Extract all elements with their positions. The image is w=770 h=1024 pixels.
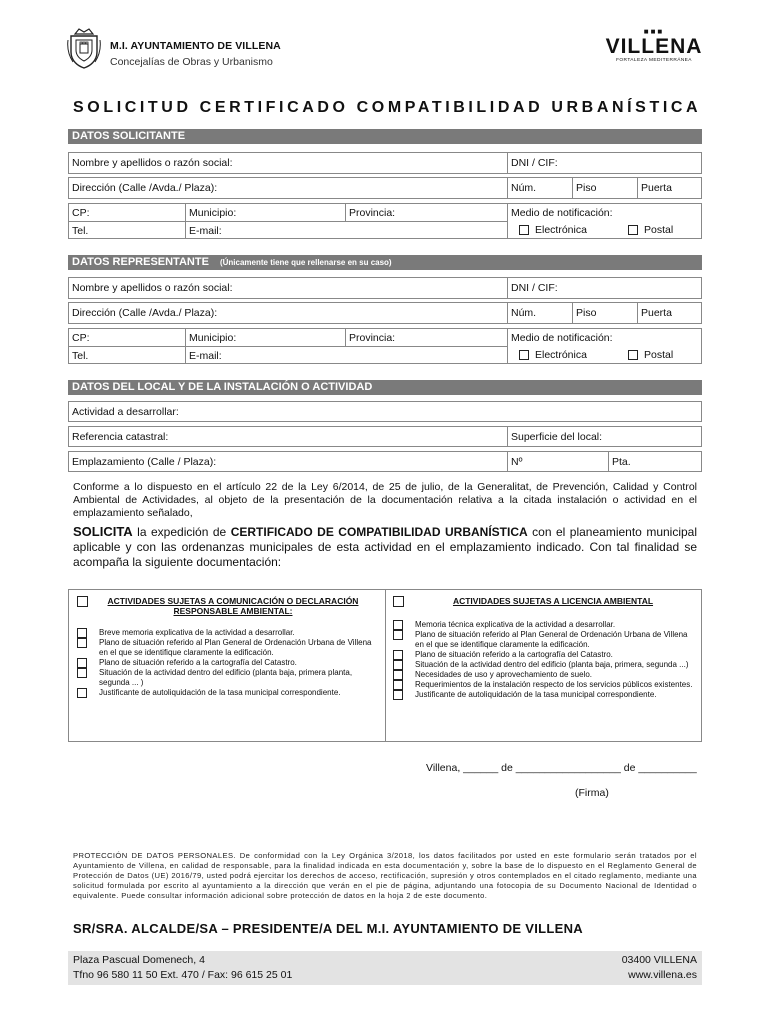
row-actividad (68, 401, 702, 422)
doc-label: Memoria técnica explicativa de la actividad a desarrollar. (415, 620, 616, 629)
list-item (77, 628, 377, 638)
row-contacto-representante (68, 328, 702, 364)
list-item (77, 668, 377, 688)
doc-checkbox[interactable] (77, 658, 87, 668)
addressee: SR/SRA. ALCALDE/SA – PRESIDENTE/A DEL M.I. AYUNTAMIENTO DE VILLENA (73, 921, 583, 936)
footer-postcode: 03400 VILLENA (621, 954, 697, 966)
list-item (393, 670, 697, 680)
electronica-label: Electrónica (535, 349, 587, 361)
date-line[interactable]: Villena, ______ de __________________ de __________ (426, 762, 697, 774)
electronica-checkbox[interactable] (519, 225, 529, 235)
doc-checkbox[interactable] (393, 630, 403, 640)
solicita-part1: la expedición de (132, 525, 231, 539)
emplazamiento-field[interactable]: Emplazamiento (Calle / Plaza): (72, 455, 217, 468)
section-header-solicitante (68, 129, 702, 144)
puerta-field[interactable]: Puerta (641, 307, 672, 319)
electronica-label: Electrónica (535, 224, 587, 236)
doc-checkbox[interactable] (393, 670, 403, 680)
coat-of-arms-icon (67, 26, 101, 70)
doc-checkbox[interactable] (393, 620, 403, 630)
list-item (77, 688, 377, 698)
row-emplazamiento (68, 451, 702, 472)
email-field[interactable]: E-mail: (189, 224, 222, 237)
nombre-field[interactable]: Nombre y apellidos o razón social: (72, 282, 233, 294)
doc-checkbox[interactable] (393, 690, 403, 700)
list-item (393, 630, 697, 650)
licencia-heading: ACTIVIDADES SUJETAS A LICENCIA AMBIENTAL (452, 596, 654, 606)
comunicacion-checkbox[interactable] (77, 596, 88, 607)
piso-field[interactable]: Piso (576, 307, 597, 319)
doc-checkbox[interactable] (77, 688, 87, 698)
solicita-part2: con el planeamiento municipal aplicable y con las ordenanzas municipales de esta actividad en el emplazamiento indicado. Con tal finalidad se acompaña la siguiente documentación: (73, 525, 698, 569)
puerta-field[interactable]: Puerta (641, 182, 672, 194)
postal-label: Postal (644, 224, 674, 236)
pta-field[interactable]: Pta. (612, 455, 631, 468)
nombre-field[interactable]: Nombre y apellidos o razón social: (72, 157, 233, 169)
section-title: DATOS SOLICITANTE (72, 130, 186, 142)
comunicacion-heading: ACTIVIDADES SUJETAS A COMUNICACIÓN O DECLARACIÓN RESPONSABLE AMBIENTAL: (107, 596, 359, 616)
section-title: DATOS DEL LOCAL Y DE LA INSTALACIÓN O ACTIVIDAD (72, 381, 373, 393)
electronica-option[interactable] (516, 346, 587, 364)
list-item (77, 638, 377, 658)
licencia-checkbox[interactable] (393, 596, 404, 607)
doc-label: Situación de la actividad dentro del edificio (planta baja, primera planta, segunda ... ) (99, 668, 353, 687)
solicita-bold: CERTIFICADO DE COMPATIBILIDAD URBANÍSTICA (230, 525, 528, 539)
dni-field[interactable]: DNI / CIF: (511, 282, 558, 294)
org-title: M.I. AYUNTAMIENTO DE VILLENA (110, 40, 281, 52)
municipio-field[interactable]: Municipio: (189, 206, 237, 219)
row-nombre-solicitante (68, 152, 702, 174)
solicita-paragraph (73, 524, 697, 570)
conforme-paragraph: Conforme a lo dispuesto en el artículo 22 de la Ley 6/2014, de 25 de julio, de la Generalitat, de Prevención, Calidad y Control Ambiental de Actividades, al objeto de la presentación de la documentación relativa a la citada instalación o actividad en el emplazamiento señalado, (73, 481, 697, 519)
num-field[interactable]: Núm. (511, 307, 537, 319)
medio-notificacion-label: Medio de notificación: (511, 331, 613, 344)
doc-label: Situación de la actividad dentro del edificio (planta baja, primera, segunda ...) (415, 660, 689, 669)
piso-field[interactable]: Piso (576, 182, 597, 194)
provincia-field[interactable]: Provincia: (349, 206, 396, 219)
row-contacto-solicitante (68, 203, 702, 239)
doc-label: Breve memoria explicativa de la actividad a desarrollar. (99, 628, 295, 637)
postal-checkbox[interactable] (628, 225, 638, 235)
row-referencia (68, 426, 702, 447)
medio-notificacion-label: Medio de notificación: (511, 206, 613, 219)
firma-label: (Firma) (575, 787, 609, 799)
privacy-notice: PROTECCIÓN DE DATOS PERSONALES. De conformidad con la Ley Orgánica 3/2018, los datos facilitados por usted en este formulario serán tratados por el Ayuntamiento de Villena, en calidad de responsable, para la finalidad indicada en esta documentación y, sobre la base de lo dispuesto en el Reglamento General de Protección de Datos (UE) 2016/79, usted podrá ejercitar los derechos de acceso, rectificación, supresión y otros contemplados en el citado reglamento, mediante una solicitud formulada por escrito al ayuntamiento a la dirección que verán en el pie de página, adjuntando una fotocopia de su Documento Nacional de Identidad o equivalente. Puede consultar información adicional sobre protección de datos en la hoja 2 de este documento. (73, 851, 697, 900)
footer-address: Plaza Pascual Domenech, 4 (73, 954, 205, 966)
section-note: (Únicamente tiene que rellenarse en su caso) (219, 258, 392, 267)
doc-checkbox[interactable] (77, 628, 87, 638)
tel-field[interactable]: Tel. (72, 349, 89, 362)
page-title: SOLICITUD CERTIFICADO COMPATIBILIDAD URBANÍSTICA (73, 99, 702, 116)
cp-field[interactable]: CP: (72, 331, 90, 344)
doc-checkbox[interactable] (393, 660, 403, 670)
doc-label: Plano de situación referido al Plan General de Ordenación Urbana de Villena en el que se identifique claramente la edificación. (415, 630, 688, 649)
logo-name: VILLENA (605, 35, 703, 58)
list-item (77, 658, 377, 668)
list-item (393, 690, 697, 700)
row-direccion-solicitante (68, 177, 702, 199)
doc-checkbox[interactable] (393, 680, 403, 690)
cp-field[interactable]: CP: (72, 206, 90, 219)
referencia-catastral-field[interactable]: Referencia catastral: (72, 430, 169, 443)
villena-logo (604, 28, 704, 63)
tel-field[interactable]: Tel. (72, 224, 89, 237)
electronica-checkbox[interactable] (519, 350, 529, 360)
row-direccion-representante (68, 302, 702, 324)
doc-checkbox[interactable] (77, 638, 87, 648)
numero-field[interactable]: Nº (511, 455, 523, 468)
footer-website[interactable]: www.villena.es (628, 969, 697, 981)
section-header-representante (68, 255, 702, 270)
doc-label: Plano de situación referido a la cartografía del Catastro. (415, 650, 613, 659)
logo-tagline: FORTALEZA MEDITERRÁNEA (616, 58, 692, 63)
footer-phone: Tfno 96 580 11 50 Ext. 470 / Fax: 96 615 25 01 (73, 969, 293, 981)
actividad-field[interactable]: Actividad a desarrollar: (72, 405, 179, 418)
num-field[interactable]: Núm. (511, 182, 537, 194)
list-item (393, 650, 697, 660)
list-item (393, 620, 697, 630)
row-nombre-representante (68, 277, 702, 299)
doc-label: Plano de situación referido al Plan General de Ordenación Urbana de Villena en el que se identifique claramente la edificación. (99, 638, 372, 657)
org-subtitle: Concejalías de Obras y Urbanismo (110, 56, 273, 68)
solicita-word: SOLICITA (73, 524, 133, 539)
municipio-field[interactable]: Municipio: (189, 331, 237, 344)
provincia-field[interactable]: Provincia: (349, 331, 396, 344)
electronica-option[interactable] (516, 221, 587, 239)
doc-label: Requerimientos de la instalación respecto de los servicios públicos existentes. (415, 680, 693, 689)
postal-checkbox[interactable] (628, 350, 638, 360)
documentation-box (68, 589, 702, 742)
superficie-field[interactable]: Superficie del local: (511, 430, 603, 443)
doc-checkbox[interactable] (393, 650, 403, 660)
list-item (393, 680, 697, 690)
doc-label: Necesidades de uso y aprovechamiento de suelo. (415, 670, 592, 679)
postal-option[interactable] (625, 346, 673, 364)
email-field[interactable]: E-mail: (189, 349, 222, 362)
footer (68, 951, 702, 985)
direccion-field[interactable]: Dirección (Calle /Avda./ Plaza): (72, 307, 218, 319)
list-item (393, 660, 697, 670)
doc-label: Justificante de autoliquidación de la tasa municipal correspondiente. (99, 688, 341, 697)
section-title: DATOS REPRESENTANTE (72, 256, 209, 268)
comunicacion-list (77, 628, 377, 698)
licencia-list (393, 620, 697, 700)
doc-checkbox[interactable] (77, 668, 87, 678)
doc-label: Plano de situación referido a la cartografía del Catastro. (99, 658, 297, 667)
postal-option[interactable] (625, 221, 673, 239)
section-header-local (68, 380, 702, 395)
doc-label: Justificante de autoliquidación de la tasa municipal correspondiente. (415, 690, 657, 699)
postal-label: Postal (644, 349, 674, 361)
direccion-field[interactable]: Dirección (Calle /Avda./ Plaza): (72, 182, 218, 194)
logo-dots: ■■■ (643, 27, 665, 36)
dni-field[interactable]: DNI / CIF: (511, 157, 558, 169)
